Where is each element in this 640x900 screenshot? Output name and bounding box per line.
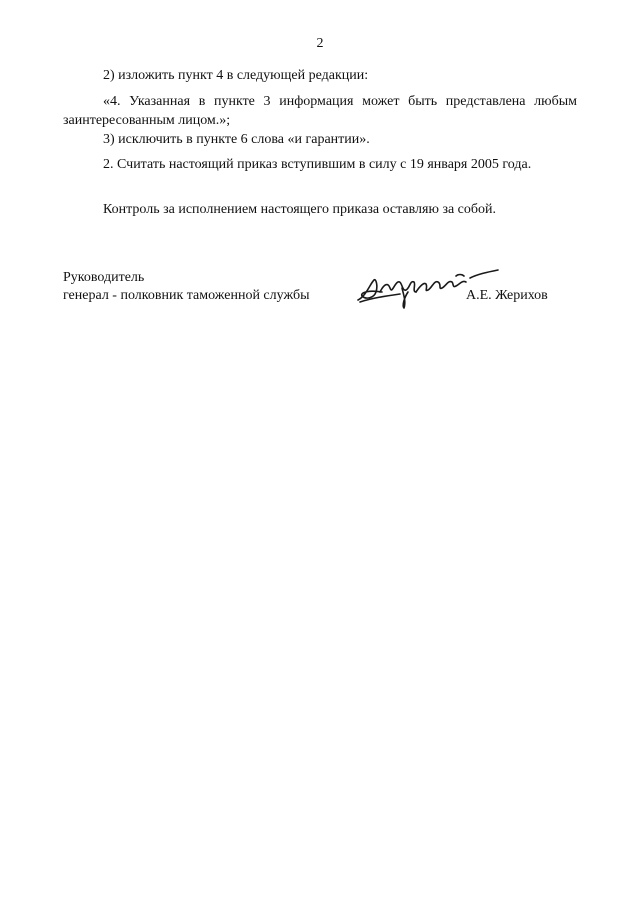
paragraph-effective-date: 2. Считать настоящий приказ вступившим в силу с 19 января 2005 года. (103, 157, 532, 172)
paragraph-remove-words: 3) исключить в пункте 6 слова «и гарантии». (103, 132, 370, 147)
paragraph-amend-item4: 2) изложить пункт 4 в следующей редакции: (103, 68, 369, 83)
signatory-rank: генерал - полковник таможенной службы (63, 288, 310, 303)
paragraph-item4-text: «4. Указанная в пункте 3 информация может быть представлена любым заинтересованным лицом.»; (63, 94, 577, 128)
page-number: 2 (316, 36, 324, 51)
paragraph-control: Контроль за исполнением настоящего приказа оставляю за собой. (103, 202, 497, 217)
signatory-role: Руководитель (63, 270, 145, 285)
signatory-name: А.Е. Жерихов (466, 288, 548, 303)
